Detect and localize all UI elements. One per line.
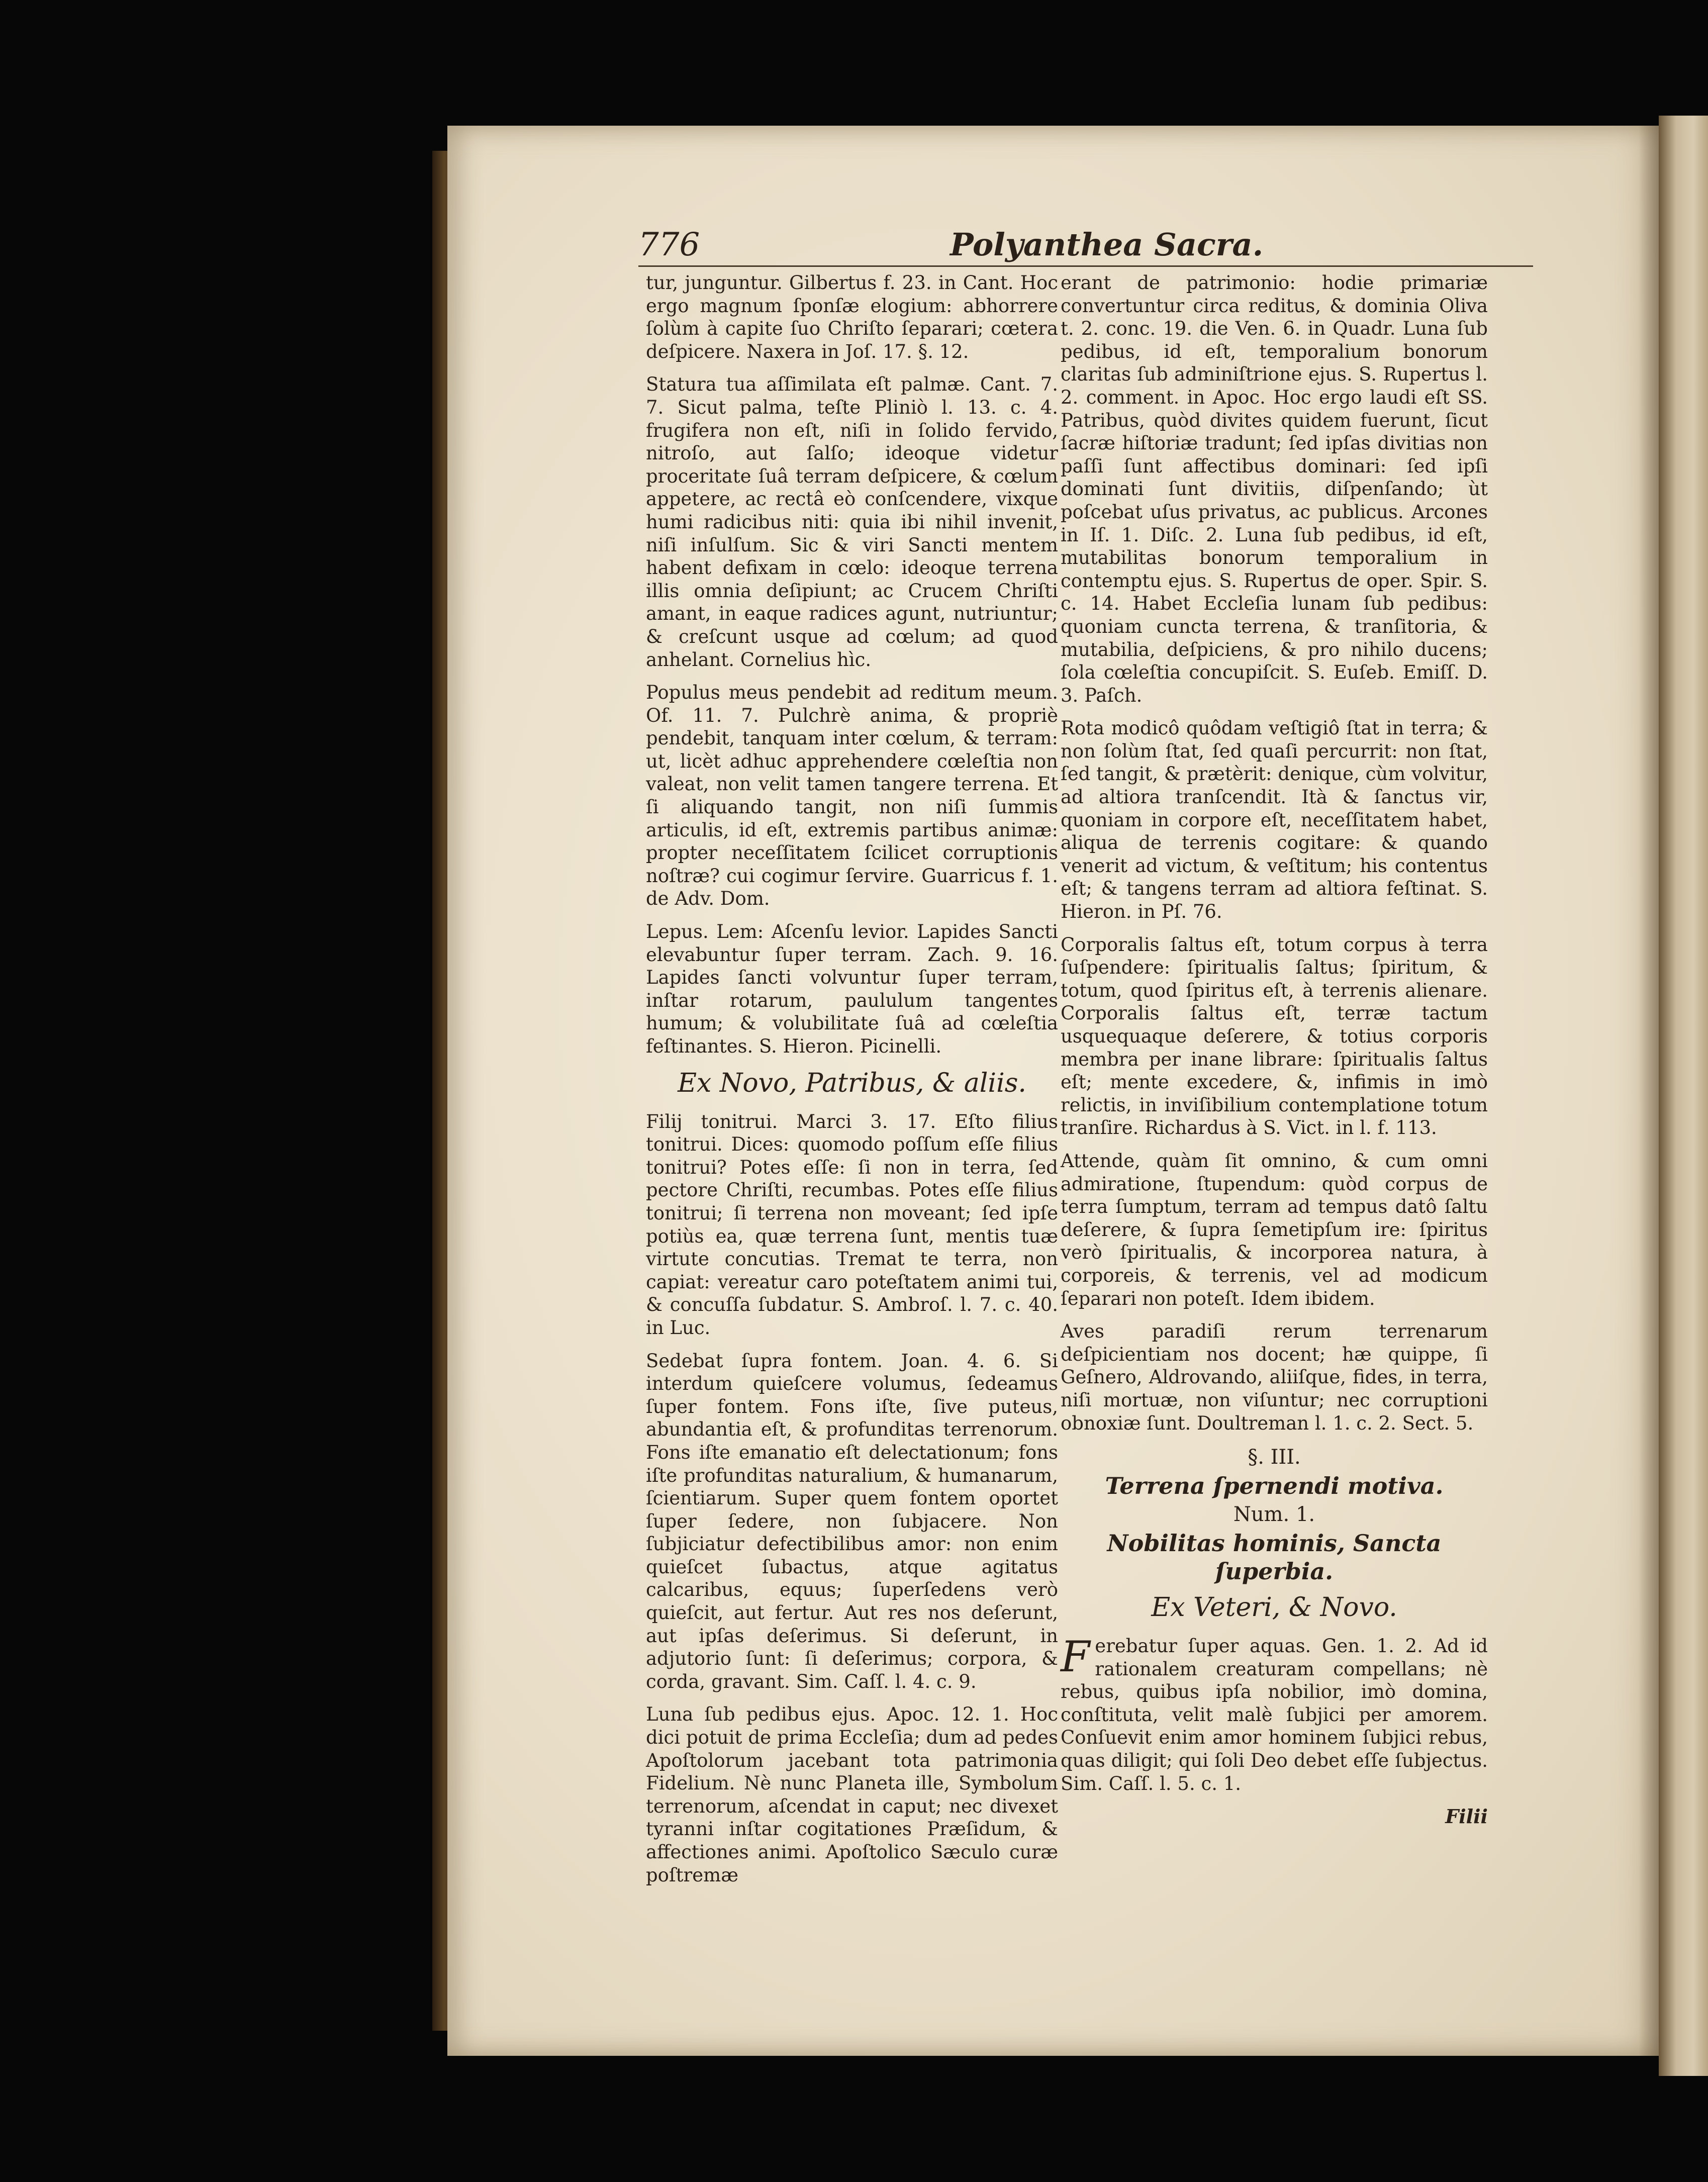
paragraph: erant de patrimonio: hodie primariæ convertuntur circa reditus, & dominia Oliva t. 2. conc. 19. die Ven. 6. in Quadr. Luna ſub pedibus, id eſt, temporalium bonorum claritas ſub adminiſtrione ejus. S. Rupertus l. 2. comment. in Apoc. Hoc ergo laudi eſt SS. Patribus, quòd divites quidem fuerunt, ſicut ſacræ hiſtoriæ tradunt; ſed ipſas divitias non paſſi ſunt affectibus dominari: ſed ipſi dominati ſunt divitiis, diſpenſando; ùt poſcebat uſus privatus, ac publicus. Arcones in Iſ. 1. Diſc. 2. Luna ſub pedibus, id eſt, mutabilitas bonorum temporalium in contemptu ejus. S. Rupertus de oper. Spir. S. c. 14. Habet Eccleſia lunam ſub pedibus: quoniam cuncta terrena, & tranſitoria, & mutabilia, deſpiciens, & pro nihilo ducens; ſola cœleſtia concupiſcit. S. Euſeb. Emiſſ. D. 3. Paſch. — [1061, 272, 1488, 706]
section-number: §. III. — [1248, 1446, 1301, 1469]
catchword: Filii — [1445, 1805, 1488, 1828]
header-rule — [638, 265, 1533, 267]
right-column — [1061, 271, 1488, 1828]
paragraph: Sedebat ſupra fontem. Joan. 4. 6. Si interdum quieſcere volumus, ſedeamus ſuper fontem. Fons iſte, ſive puteus, abundantia eſt, & profunditas terrenorum. Fons iſte emanatio eſt delectationum; fons iſte profunditas naturalium, & humanarum, ſcientiarum. Super quem fontem oportet ſuper ſedere, non ſubjacere. Non ſubjiciatur defectibilibus amor: non enim quieſcet ſubactus, atque agitatus calcaribus, equus; ſuperſedens verò quieſcit, aut fertur. Aut res nos deſerunt, aut ipſas deſerimus. Si deſerunt, in adjutorio ſunt: ſi deſerimus; corpora, & corda, gravant. Sim. Caſſ. l. 4. c. 9. — [646, 1350, 1058, 1692]
paragraph-text: erebatur ſuper aquas. Gen. 1. 2. Ad id rationalem creaturam compellans; nè rebus, quibus ipſa nobilior, imò domina, conſtituta, velit malè ſubjici per amorem. Conſuevit enim amor hominem ſubjici rebus, quas diligit; qui ſoli Deo debet eſſe ſubjectus. Sim. Caſſ. l. 5. c. 1. — [1061, 1635, 1488, 1794]
page-header — [638, 226, 1468, 266]
paragraph: Statura tua aſſimilata eſt palmæ. Cant. 7. 7. Sicut palma, teſte Pliniò l. 13. c. 4. frugifera non eſt, niſi in ſolido fervido, nitroſo, aut ſalſo; ideoque videtur proceritate ſuâ terram deſpicere, & cœlum appetere, ac rectâ eò conſcendere, vixque humi radicibus niti: quia ibi nihil invenit, niſi inſulſum. Sic & viri Sancti mentem habent defixam in cœlo: ideoque terrena illis omnia deſipiunt; ac Crucem Chriſti amant, in eaque radices agunt, nutriuntur; & creſcunt usque ad cœlum; ad quod anhelant. Cornelius hìc. — [646, 373, 1058, 671]
subsection-number: Num. 1. — [1233, 1503, 1315, 1527]
section-title: Terrena ſpernendi motiva. — [1105, 1472, 1444, 1500]
paragraph: Corporalis ſaltus eſt, totum corpus à terra ſuſpendere: ſpiritualis ſaltus; ſpiritum, & totum, quod ſpiritus eſt, à terrenis alienare. Corporalis ſaltus eſt, terræ tactum usquequaque deſerere, & totius corporis membra per inane librare: ſpiritualis ſaltus eſt; mente excedere, &, infimis in imò relictis, in inviſibilium contemplatione totum tranſire. Richardus à S. Vict. in l. f. 113. — [1061, 933, 1488, 1139]
paragraph: Rota modicô quôdam veſtigiô ſtat in terra; & non ſolùm ſtat, ſed quaſi percurrit: non ſtat, ſed tangit, & prætèrit: denique, cùm volvitur, ad altiora tranſcendit. Ità & ſanctus vir, quoniam in corpore eſt, neceſſitatem habet, aliqua de terrenis cogitare: & quando venerit ad victum, & veſtitum; his contentus eſt; & tangens terram ad altiora feſtinat. S. Hieron. in Pſ. 76. — [1061, 717, 1488, 923]
subsection-title: Nobilitas hominis, Sancta ſuperbia. — [1107, 1530, 1442, 1585]
running-title: Polyanthea Sacra. — [950, 226, 1264, 263]
section-heading: Ex Novo, Patribus, & aliis. — [678, 1068, 1026, 1098]
paragraph — [1061, 1632, 1488, 1795]
left-column — [646, 271, 1058, 1896]
paragraph: Aves paradiſi rerum terrenarum deſpicientiam nos docent; hæ quippe, ſi Geſnero, Aldrovando, aliiſque, fides, in terra, niſi mortuæ, non viſuntur; nec corruptioni obnoxiæ ſunt. Doultreman l. 1. c. 2. Sect. 5. — [1061, 1320, 1488, 1434]
paragraph: Populus meus pendebit ad reditum meum. Of. 11. 7. Pulchrè anima, & propriè pendebit, tanquam inter cœlum, & terram: ut, licèt adhuc apprehendere cœleſtia non valeat, non velit tamen tangere terrena. Et ſi aliquando tangit, non niſi ſummis articulis, id eſt, extremis partibus animæ: propter neceſſitatem ſcilicet corruptionis noſtræ? cui cogimur ſervire. Guarricus f. 1. de Adv. Dom. — [646, 682, 1058, 910]
section-heading: Ex Veteri, & Novo. — [1151, 1592, 1397, 1623]
paragraph: Filij tonitrui. Marci 3. 17. Eſto filius tonitrui. Dices: quomodo poſſum eſſe filius tonitrui? Potes eſſe: ſi non in terra, ſed pectore Chriſti, recumbas. Potes eſſe filius tonitrui; ſi terrena non moveant; ſed ipſe potiùs ea, quæ terrena ſunt, mentis tuæ virtute concutias. Tremat te terra, non capiat: vereatur caro poteſtatem animi tui, & concuſſa ſubdatur. S. Ambroſ. l. 7. c. 40. in Luc. — [646, 1110, 1058, 1339]
paragraph: Luna ſub pedibus ejus. Apoc. 12. 1. Hoc dici potuit de prima Eccleſia; dum ad pedes Apoſtolorum jacebant tota patrimonia Fidelium. Nè nunc Planeta ille, Symbolum terrenorum, aſcendat in caput; nec divexet tyranni inſtar cogitationes Præſidum, & affectiones animi. Apoſtolico Sæculo curæ poſtremæ — [646, 1703, 1058, 1886]
paragraph: Attende, quàm ſit omnino, & cum omni admiratione, ſtupendum: quòd corpus de terra ſumptum, terram ad tempus datô ſaltu deſerere, & ſupra ſemetipſum ire: ſpiritus verò ſpiritualis, & incorporea natura, à corporeis, & terrenis, vel ad modicum ſeparari non poteſt. Idem ibidem. — [1061, 1150, 1488, 1309]
page-number: 776 — [638, 226, 700, 263]
paragraph: tur, junguntur. Gilbertus f. 23. in Cant. Hoc ergo magnum ſponſæ elogium: abhorrere ſolùm à capite ſuo Chriſto ſeparari; cœtera deſpicere. Naxera in Joſ. 17. §. 12. — [646, 272, 1058, 362]
facing-page-edge — [1659, 116, 1708, 2076]
drop-cap: F — [1061, 1632, 1090, 1682]
paragraph: Lepus. Lem: Aſcenſu levior. Lapides Sancti elevabuntur ſuper terram. Zach. 9. 16. Lapides ſancti volvuntur ſuper terram, inſtar rotarum, paululum tangentes humum; & volubilitate ſuâ ad cœleſtia feſtinantes. S. Hieron. Picinelli. — [646, 921, 1058, 1057]
